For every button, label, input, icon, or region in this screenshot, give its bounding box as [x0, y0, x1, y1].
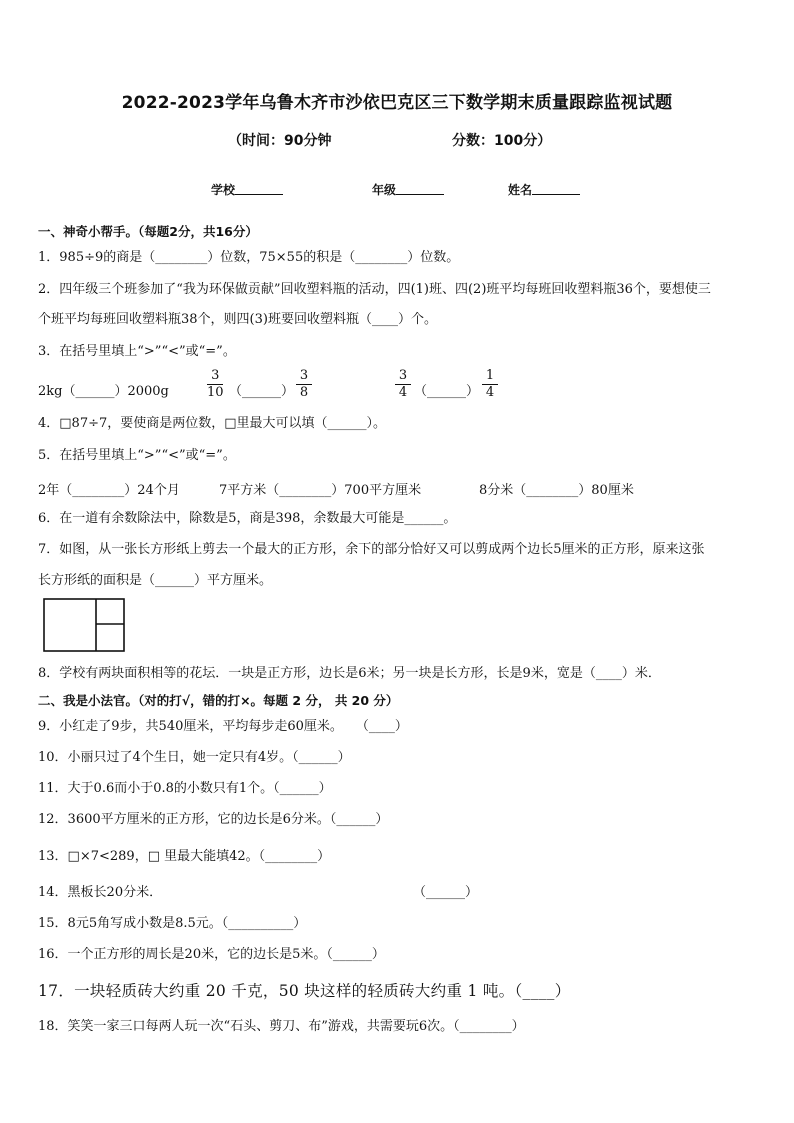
question-16: 16．一个正方形的周长是20米，它的边长是5米。（______）: [38, 947, 385, 962]
question-8: 8．学校有两块面积相等的花坛．一块是正方形，边长是6米；另一块是长方形，长是9米，宽是（____）米．: [38, 666, 661, 681]
question-12: 12．3600平方厘米的正方形，它的边长是6分米。（______）: [38, 812, 389, 827]
school-label: 学校: [211, 183, 236, 197]
grade-blank[interactable]: [396, 182, 444, 195]
school-blank[interactable]: [235, 182, 283, 195]
question-11: 11．大于0.6而小于0.8的小数只有1个。（______）: [38, 781, 332, 796]
question-7-line-1: 7．如图，从一张长方形纸上剪去一个最大的正方形，余下的部分恰好又可以剪成两个边长5厘米的正方形，原来这张: [38, 542, 705, 557]
name-blank[interactable]: [532, 182, 580, 195]
q3-blank-1: （______）: [229, 384, 295, 399]
question-15: 15．8元5角写成小数是8.5元。（__________）: [38, 916, 307, 931]
q3-fraction-4: [482, 368, 498, 401]
question-3: 3．在括号里填上“>”“<”或“=”。: [38, 344, 236, 359]
fraction-denominator: 4: [485, 385, 495, 400]
question-1: 1．985÷9的商是（________）位数，75×55的积是（________）位数。: [38, 250, 460, 265]
section-2-heading: 二、我是小法官。（对的打√，错的打×。每题 2 分， 共 20 分）: [38, 693, 399, 708]
q3-fraction-2: [296, 368, 312, 401]
question-14-blank: （______）: [413, 885, 479, 900]
q5-item-a: 2年（________）24个月: [38, 483, 180, 498]
q5-item-b: 7平方米（________）700平方厘米: [219, 483, 422, 498]
grade-label: 年级: [372, 183, 397, 197]
figure-outer-rectangle: [44, 599, 124, 651]
q3-fraction-1: [205, 368, 226, 401]
section-1-heading: 一、神奇小帮手。（每题2分，共16分）: [38, 224, 258, 239]
question-13: 13．□×7<289，□ 里最大能填42。（________）: [38, 849, 331, 864]
fraction-numerator: 1: [485, 368, 495, 383]
name-label: 姓名: [508, 183, 533, 197]
fraction-denominator: 8: [299, 385, 309, 400]
question-9: 9．小红走了9步，共540厘米，平均每步走60厘米。 （____）: [38, 719, 408, 734]
fraction-numerator: 3: [211, 368, 220, 383]
fraction-denominator: 10: [207, 385, 224, 400]
question-7-line-2: 长方形纸的面积是（______）平方厘米。: [38, 573, 273, 588]
question-17: 17．一块轻质砖大约重 20 千克，50 块这样的轻质砖大约重 1 吨。（____）: [38, 982, 571, 1000]
q3-fraction-3: [395, 368, 411, 401]
q3-item-a: 2kg（______）2000g: [38, 384, 169, 399]
question-5: 5．在括号里填上“>”“<”或“=”。: [38, 448, 236, 463]
question-14: 14．黑板长20分米．: [38, 885, 163, 900]
question-18: 18．笑笑一家三口每两人玩一次“石头、剪刀、布”游戏，共需要玩6次。（________）: [38, 1019, 525, 1034]
q3-blank-2: （______）: [414, 384, 480, 399]
time-label: （时间：90分钟: [228, 133, 332, 149]
fraction-numerator: 3: [299, 368, 309, 383]
fraction-numerator: 3: [398, 368, 408, 383]
score-label: 分数：100分）: [452, 133, 552, 149]
question-2-line-2: 个班平均每班回收塑料瓶38个，则四(3)班要回收塑料瓶（____）个。: [38, 312, 437, 327]
q5-item-c: 8分米（________）80厘米: [479, 483, 634, 498]
grade-field: [372, 181, 444, 198]
question-6: 6．在一道有余数除法中，除数是5，商是398，余数最大可能是______。: [38, 511, 457, 526]
question-4: 4．□87÷7，要使商是两位数，□里最大可以填（______）。: [38, 416, 387, 431]
fraction-denominator: 4: [398, 385, 408, 400]
question-10: 10．小丽只过了4个生日，她一定只有4岁。（______）: [38, 750, 351, 765]
school-field: [211, 181, 283, 198]
name-field: [508, 181, 580, 198]
question-2-line-1: 2．四年级三个班参加了“我为环保做贡献”回收塑料瓶的活动，四(1)班、四(2)班平均每班回收塑料瓶36个，要想使三: [38, 282, 711, 297]
page-title: 2022-2023学年乌鲁木齐市沙依巴克区三下数学期末质量跟踪监视试题: [121, 93, 673, 113]
rectangle-figure: [43, 598, 127, 654]
